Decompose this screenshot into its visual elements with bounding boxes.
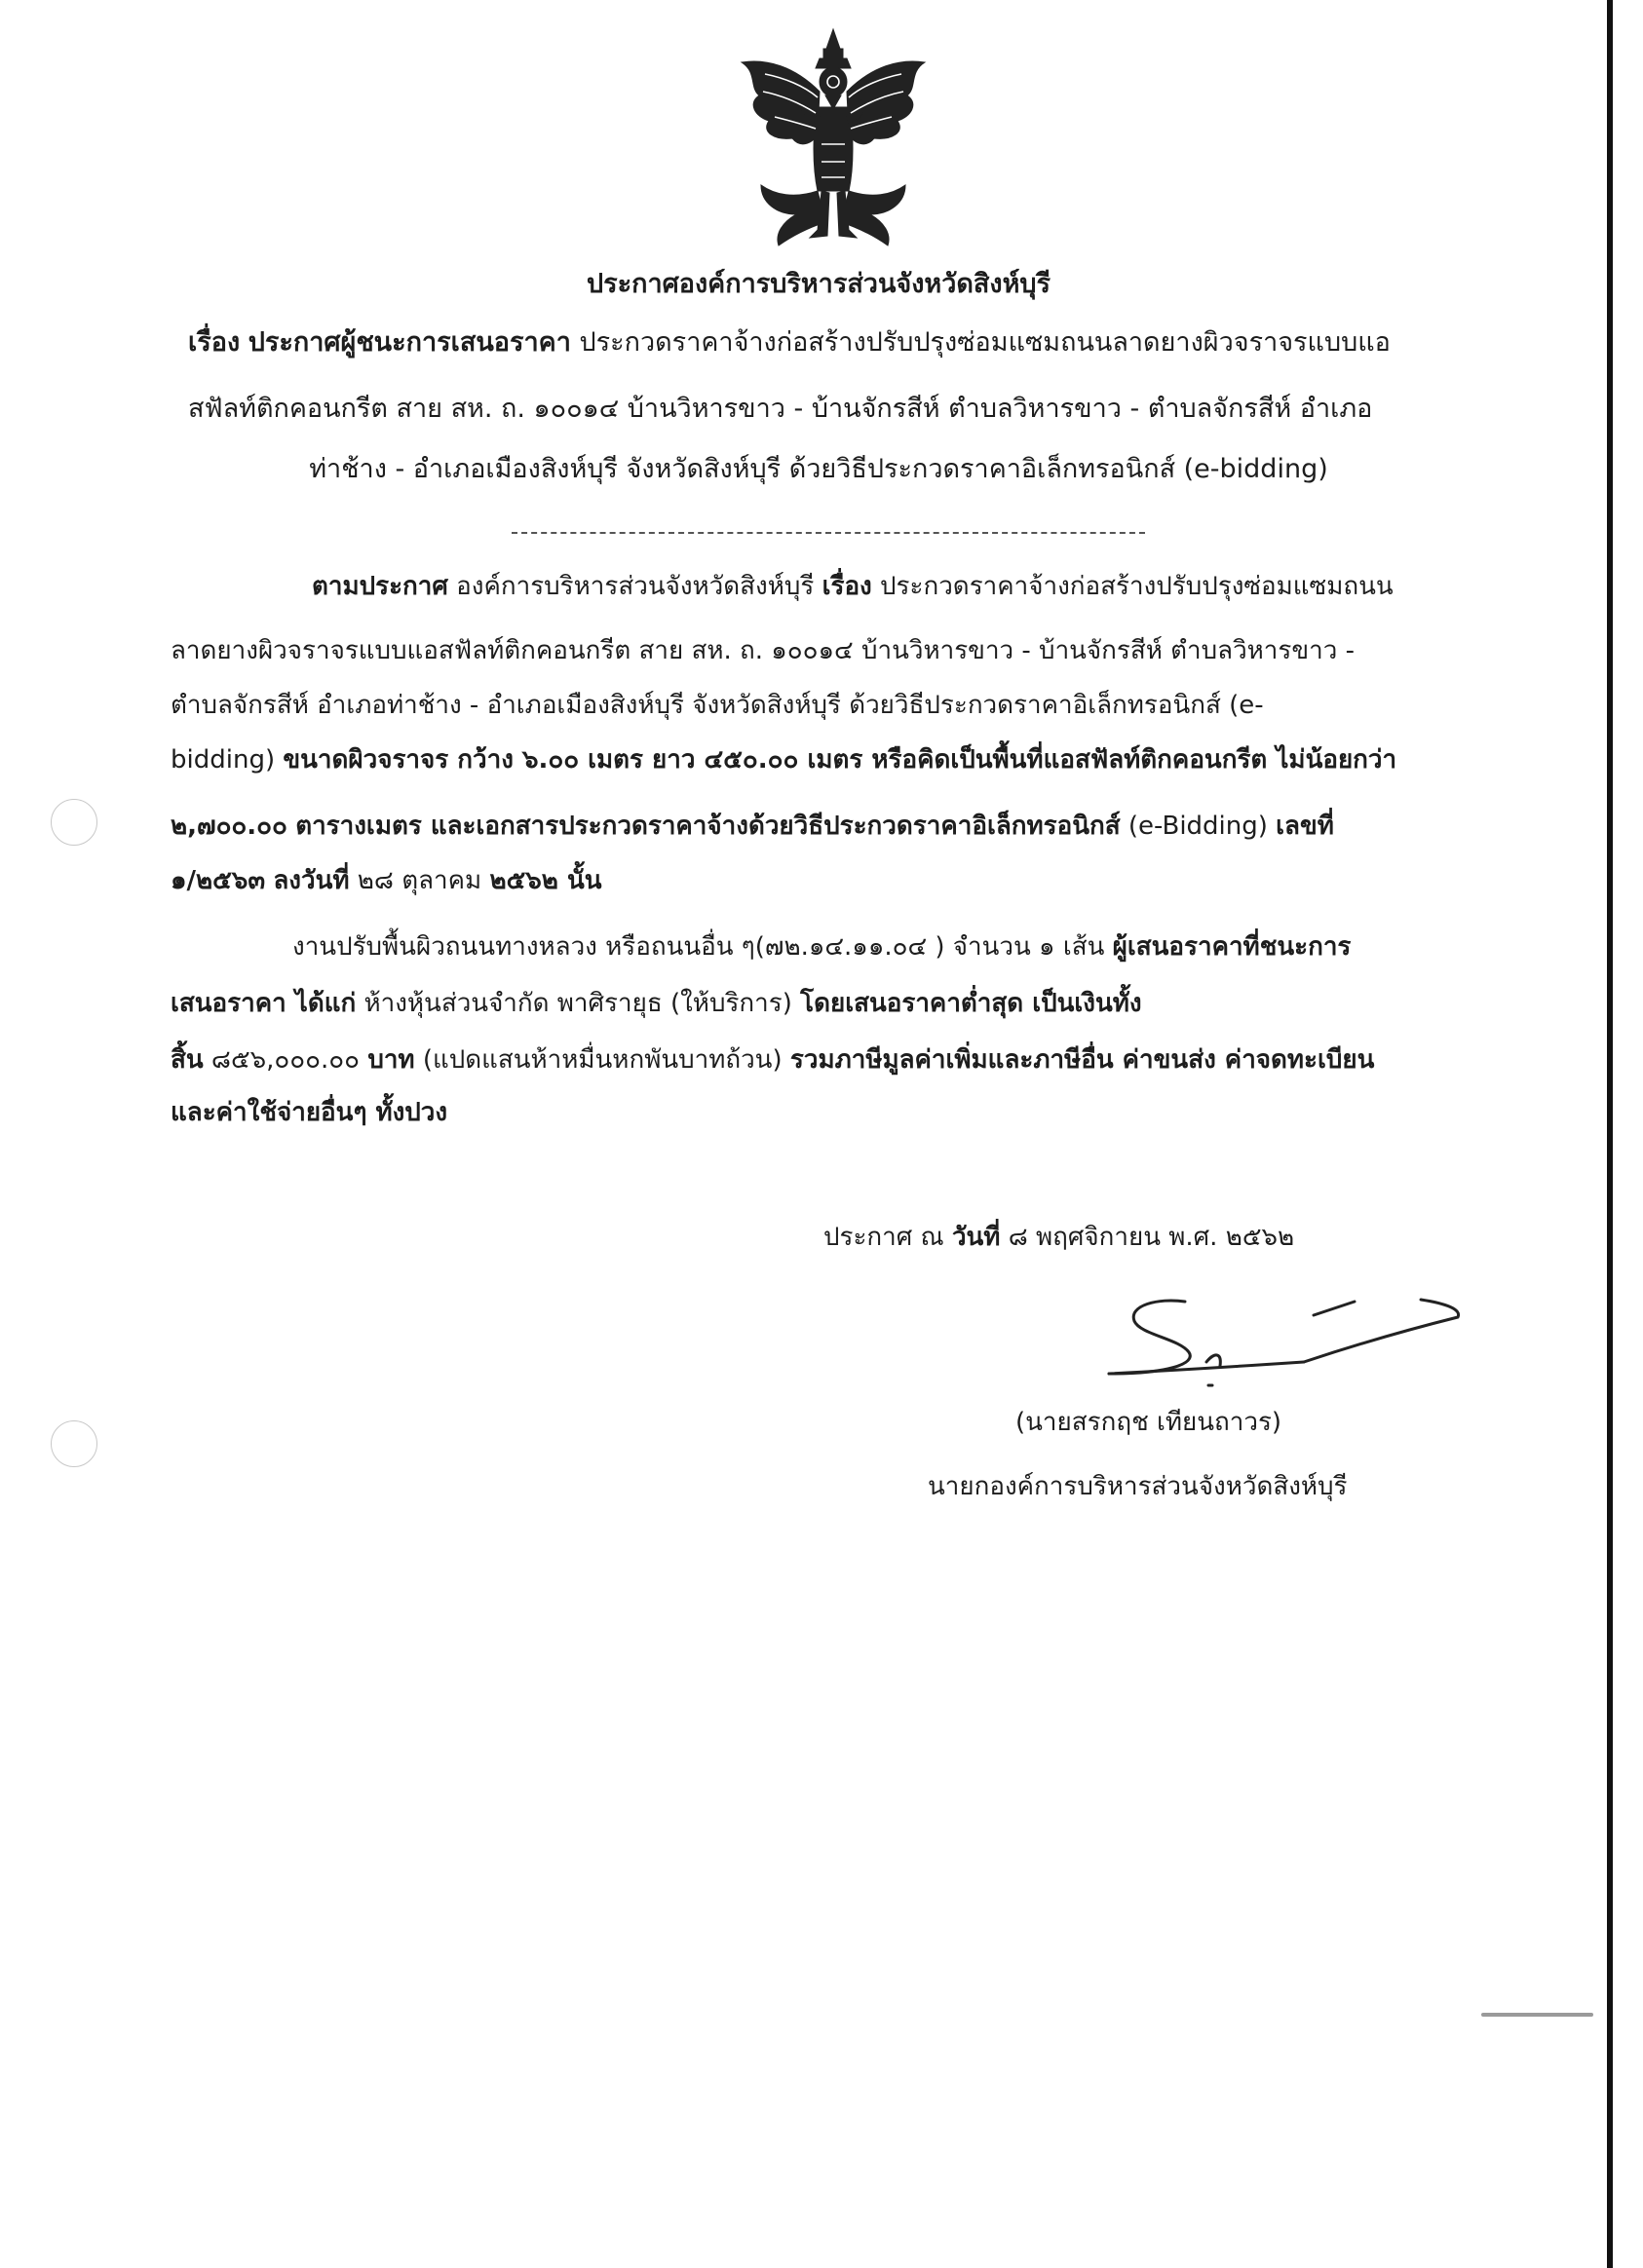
text-run: ๒๕๖๒ นั้น	[489, 866, 602, 895]
paragraph-2-line-3	[171, 1040, 1374, 1079]
text-run: เรื่อง	[822, 572, 872, 601]
subject-line-1	[188, 323, 1533, 362]
text-run: ขนาดผิวจราจร กว้าง ๖.๐๐ เมตร ยาว ๔๕๐.๐๐ เมตร หรือคิดเป็นพื้นที่แอสฟัลท์ติกคอนกรีต ไม่น้อยกว่า	[283, 745, 1397, 775]
paragraph-2-line-2	[171, 984, 1142, 1023]
text-run: รวมภาษีมูลค่าเพิ่มและภาษีอื่น ค่าขนส่ง ค่าจดทะเบียน	[789, 1045, 1375, 1075]
org-heading: ประกาศองค์การบริหารส่วนจังหวัดสิงห์บุรี	[586, 269, 1051, 299]
signer-name: (นายสรกฤช เทียนถาวร)	[1015, 1408, 1282, 1437]
text-run: ห้างหุ้นส่วนจำกัด พาศิรายุธ (ให้บริการ)	[363, 989, 792, 1018]
text-run: ๒๘ ตุลาคม	[357, 866, 482, 895]
scan-edge	[1607, 0, 1613, 2268]
text-run: (แปดแสนห้าหมื่นหกพันบาทถ้วน)	[422, 1045, 783, 1075]
text-run: ตามประกาศ	[312, 572, 448, 601]
signer-title: นายกองค์การบริหารส่วนจังหวัดสิงห์บุรี	[928, 1472, 1348, 1501]
subject-line-2: สฟัลท์ติกคอนกรีต สาย สห. ถ. ๑๐๐๑๔ บ้านวิหารขาว - บ้านจักรสีห์ ตำบลวิหารขาว - ตำบลจักรสีห์ อำเภอ	[188, 394, 1373, 424]
punch-hole-mark	[51, 1420, 97, 1467]
paragraph-2-line-4: และค่าใช้จ่ายอื่นๆ ทั้งปวง	[171, 1098, 448, 1127]
paragraph-1-line-1	[312, 567, 1394, 606]
paragraph-2-line-1	[292, 927, 1351, 966]
text-run: เลขที่	[1276, 812, 1334, 841]
text-run: ๘๕๖,๐๐๐.๐๐	[210, 1045, 361, 1075]
text-run: bidding)	[171, 745, 276, 775]
text-run: ตารางเมตร และเอกสารประกวดราคาจ้างด้วยวิธีประกวดราคาอิเล็กทรอนิกส์	[295, 812, 1121, 841]
text-run: องค์การบริหารส่วนจังหวัดสิงห์บุรี	[456, 572, 815, 601]
text-run: งานปรับพื้นผิวถนนทางหลวง หรือถนนอื่น ๆ(๗๒.๑๔.๑๑.๐๔ ) จำนวน ๑ เส้น	[292, 932, 1105, 962]
scan-smudge	[1481, 2013, 1593, 2017]
paragraph-1-line-2: ลาดยางผิวจราจรแบบแอสฟัลท์ติกคอนกรีต สาย สห. ถ. ๑๐๐๑๔ บ้านวิหารขาว - บ้านจักรสีห์ ตำบลวิหารขาว -	[171, 636, 1355, 665]
subject-bold: ประกาศผู้ชนะการเสนอราคา	[248, 327, 571, 358]
announcement-date	[823, 1218, 1294, 1257]
garuda-emblem-icon	[736, 27, 931, 251]
text-run: บาท	[367, 1045, 415, 1075]
text-run: โดยเสนอราคาต่ำสุด เป็นเงินทั้ง	[800, 989, 1142, 1018]
text-run: (e-Bidding)	[1127, 812, 1268, 841]
paragraph-1-line-3: ตำบลจักรสีห์ อำเภอท่าช้าง - อำเภอเมืองสิงห์บุรี จังหวัดสิงห์บุรี ด้วยวิธีประกวดราคาอิเล็กทรอนิกส์ (e-	[171, 691, 1264, 720]
text-run: เสนอราคา ได้แก่	[171, 989, 357, 1018]
handwritten-signature	[1099, 1284, 1470, 1401]
text-run: ๑/๒๕๖๓	[171, 866, 266, 895]
subject-line-3: ท่าช้าง - อำเภอเมืองสิงห์บุรี จังหวัดสิงห์บุรี ด้วยวิธีประกวดราคาอิเล็กทรอนิกส์ (e-bidding)	[309, 454, 1328, 484]
text-run: ประกวดราคาจ้างก่อสร้างปรับปรุงซ่อมแซมถนน	[880, 572, 1394, 601]
text-run: ประกาศ ณ	[823, 1223, 944, 1252]
text-run: ๘ พฤศจิกายน พ.ศ. ๒๕๖๒	[1008, 1223, 1295, 1252]
text-run: ลงวันที่	[273, 866, 350, 895]
text-run: วันที่	[951, 1223, 1001, 1252]
subject-label: เรื่อง	[188, 327, 241, 358]
punch-hole-mark	[51, 799, 97, 846]
paragraph-1-line-6	[171, 861, 602, 900]
text-run: สิ้น	[171, 1045, 204, 1075]
text-run: ผู้เสนอราคาที่ชนะการ	[1112, 932, 1352, 962]
subject-rest: ประกวดราคาจ้างก่อสร้างปรับปรุงซ่อมแซมถนนลาดยางผิวจราจรแบบแอ	[579, 327, 1391, 358]
text-run: ๒,๗๐๐.๐๐	[171, 812, 287, 841]
paragraph-1-line-4	[171, 740, 1396, 779]
dashed-divider	[512, 532, 1145, 534]
paragraph-1-line-5	[171, 807, 1334, 846]
